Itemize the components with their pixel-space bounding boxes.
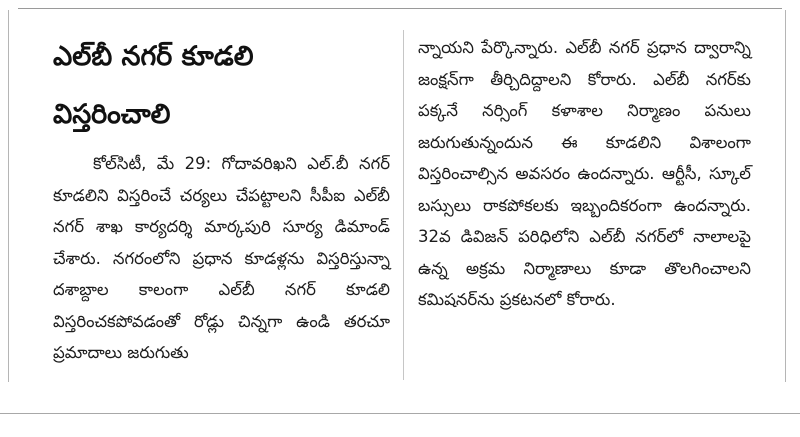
article-column-right: [418, 32, 751, 316]
article-body-column-2: న్నాయని పేర్కొన్నారు. ఎల్‌బీ నగర్ ప్రధాన ద్వారాన్ని జంక్షన్‌గా తీర్చిదిద్దాలని కోరారు. ఎల్‌బీ నగర్‌కు పక్కనే నర్సింగ్ కళాశాల నిర్మాణం పనులు జరుగుతున్నందున ఈ కూడలిని విశాలంగా విస్తరించాల్సిన అవసరం ఉందన్నారు. ఆర్టీసీ, స్కూల్ బస్సులు రాకపోకలకు ఇబ్బందికరంగా ఉందన్నారు. 32వ డివిజన్ పరిధిలోని ఎల్‌బీ నగర్‌లో నాలాలపై ఉన్న అక్రమ నిర్మాణాలు కూడా తొలగించాలని కమిషనర్‌ను ప్రకటనలో కోరారు.: [418, 38, 751, 309]
article-column-left: [53, 28, 390, 369]
article-body-column-1: కోల్‌సిటీ, మే 29: గోదావరిఖని ఎల్.బీ నగర్ కూడలిని విస్తరించే చర్యలు చేపట్టాలని సీపీఐ ఎల్‌బీ నగర్ శాఖ కార్యదర్శి మార్కపురి సూర్య డిమాండ్ చేశారు. నగరంలోని ప్రధాన కూడళ్లను విస్తరిస్తున్నా దశాబ్దాల కాలంగా ఎల్‌బీ నగర్ కూడలి విస్తరించకపోవడంతో రోడ్లు చిన్నగా ఉండి తరచూ ప్రమాదాలు జరుగుతు: [53, 154, 390, 362]
headline-line-2: విస్తరించాలి: [53, 99, 171, 130]
top-border-rule: [18, 0, 782, 9]
bottom-border-rule: [0, 413, 800, 414]
left-border-rule: [8, 10, 9, 382]
right-border-rule: [785, 10, 786, 382]
column-divider: [403, 30, 404, 380]
headline-line-1: ఎల్‌బీ నగర్ కూడలి: [53, 41, 254, 72]
article-headline: [53, 28, 390, 144]
